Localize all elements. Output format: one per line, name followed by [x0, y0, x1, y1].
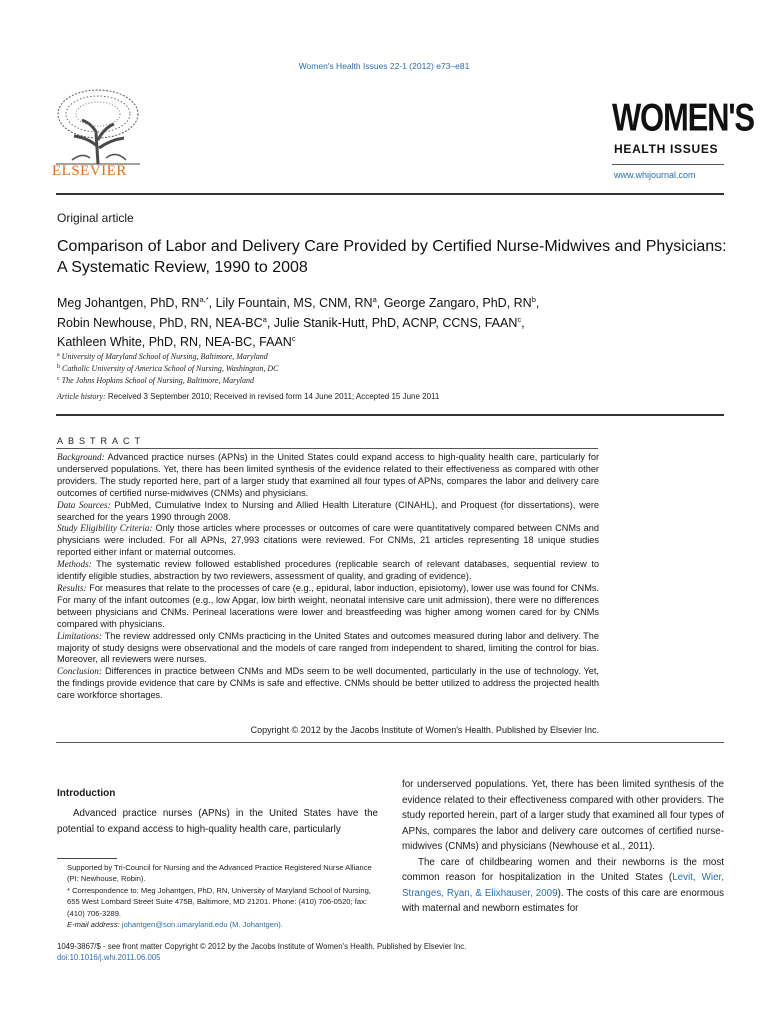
article-history: Article history: Received 3 September 2010; Received in revised form 14 June 2011; Accepted 15 June 2011: [57, 392, 440, 401]
journal-title-health-issues: HEALTH ISSUES: [614, 142, 719, 156]
abstract-bottom-rule: [56, 742, 724, 743]
footnote-email: E-mail address: johantgen@son.umaryland.edu (M. Johantgen).: [67, 920, 283, 930]
author-name: Julie Stanik-Hutt, PhD, ACNP, CCNS, FAAN: [273, 315, 518, 330]
author-affiliation-marker[interactable]: c: [517, 314, 522, 324]
body-right-column: [402, 777, 724, 917]
article-type: Original article: [57, 211, 134, 225]
author-affiliation-marker[interactable]: a,*: [199, 295, 209, 304]
title-divider: [56, 414, 724, 416]
affiliation-list: [57, 350, 278, 386]
footnote-rule: [57, 858, 117, 859]
author-affiliation-marker[interactable]: c: [291, 334, 296, 343]
author-name: Robin Newhouse, PhD, RN, NEA-BC: [57, 315, 263, 330]
affiliation-item: $^c$ The Johns Hopkins School of Nursing, Baltimore, Maryland: [57, 376, 255, 385]
author-name: Meg Johantgen, PhD, RN: [57, 296, 200, 310]
body-left-column: [57, 788, 378, 837]
section-heading-introduction: Introduction: [57, 788, 116, 799]
author-name: Kathleen White, PhD, RN, NEA-BC, FAAN: [57, 335, 292, 349]
abstract-copyright: Copyright © 2012 by the Jacobs Institute of Women's Health. Published by Elsevier Inc.: [250, 725, 599, 735]
article-title: Comparison of Labor and Delivery Care Provided by Certified Nurse-Midwives and Physicians: A Systematic Review, 1990 to 2008: [57, 238, 727, 276]
body-paragraph: Advanced practice nurses (APNs) in the United States have the potential to expand access to high-quality health care, particularly: [57, 808, 378, 835]
citation-link[interactable]: Levit, Wier, Stranges, Ryan, & Elixhauser, 2009: [402, 872, 724, 899]
abstract-section: Methods: The systematic review followed established procedures (replicable search of relevant databases, sequential review to identify eligible studies, abstraction by two reviewers, assessment of quality, and grading of evidence).: [57, 559, 599, 582]
journal-title-womens: WOMEN'S: [612, 95, 754, 140]
abstract-section: Limitations: The review addressed only CNMs practicing in the United States and outcomes measured during labor and delivery. The majority of study designs were observational and the models of care ranged from independent to shared, limiting the control for bias. Moreover, all reviewers were nurses.: [57, 630, 600, 665]
doi-link[interactable]: doi:10.1016/j.whi.2011.06.005: [57, 952, 161, 962]
abstract-section: Data Sources: PubMed, Cumulative Index to Nursing and Allied Health Literature (CINAHL), and Proquest (for dissertations), were searched for the years 1990 through 2008.: [57, 499, 600, 522]
author-affiliation-marker[interactable]: a: [262, 314, 267, 324]
author-affiliation-marker[interactable]: a: [372, 295, 377, 304]
author-list: Meg Johantgen, PhD, $RN^{a,*}$, Lily Fountain, MS, CNM, $RN^a$, George Zangaro, PhD, $RN^b$, Robin Newhouse, PhD, RN, NEA-$BC^a$, Julie Stanik-Hutt, PhD, ACNP, CCNS, FAAN$^c$, Kathleen White, PhD, RN, NEA-BC, FAAN$^c$: [57, 295, 540, 349]
footnote-correspondence: * Correspondence to: Meg Johantgen, PhD, RN, University of Maryland School of Nursing, 655 West Lombard Street Suite 475B, Baltimore, MD 21201. Phone: (410) 706-0520; fax: (410) 706-3289.: [67, 885, 371, 918]
affiliation-item: $^a$ University of Maryland School of Nursing, Baltimore, Maryland: [57, 352, 268, 361]
abstract-section: Study Eligibility Criteria: Only those articles where processes or outcomes of care were quantitatively compared between CNMs and physicians were included. For all APNs, 27,993 citations were reviewed. For CNMs, 21 articles representing 18 unique studies reported either infant or maternal outcomes.: [57, 523, 599, 558]
abstract-section: Results: For measures that relate to the processes of care (e.g., epidural, labor induction, episiotomy), lower use was found for CNMs. For many of the infant outcomes (e.g., low Apgar, low birth weight, neonatal intensive care unit admission), there were no differences between physicians and CNMs. Perineal lacerations were lower and breastfeeding was higher among women cared for by CNMs compared with physicians.: [57, 582, 599, 629]
elsevier-wordmark: ELSEVIER: [52, 163, 127, 179]
abstract-section: Background: Advanced practice nurses (APNs) in the United States could expand access to high-quality health care, particularly for underserved populations. Yet, there has been limited synthesis of the evidence related to their effectiveness as compared with other providers. The study reported here, part of a larger study that examined all four types of APNs, compares the labor and delivery care outcomes of certified nurse-midwives (CNMs) and physicians.: [57, 452, 600, 498]
page-footer: [57, 942, 466, 963]
body-paragraph: The care of childbearing women and their newborns is the most common reason for hospitalization in the United States (Levit, Wier, Stranges, Ryan, & Elixhauser, 2009). The costs of this care are enormous with maternal and newborn estimates for: [402, 856, 725, 914]
abstract-body: [57, 452, 599, 702]
journal-title-divider: [612, 164, 724, 165]
header-divider: [56, 193, 724, 195]
author-name: George Zangaro, PhD, RN: [383, 296, 532, 310]
footnotes: [57, 862, 378, 930]
journal-url-link[interactable]: www.whijournal.com: [614, 170, 696, 180]
abstract-section: Conclusion: Differences in practice between CNMs and MDs seem to be well documented, particularly in the use of technology. Yet, the findings provide evidence that care by CNMs is safe and effective. CNMs should be better utilized to address the projected health care workforce shortages.: [57, 666, 599, 701]
abstract-top-rule: [56, 448, 598, 449]
body-paragraph: for underserved populations. Yet, there has been limited synthesis of the evidence related to their effectiveness compared with other providers. The study reported herein, part of a larger study that examined all four types of APNs, compares the labor and delivery care outcomes of certified nurse-midwives (CNMs) and physicians (Newhouse et al., 2011).: [402, 779, 724, 852]
affiliation-item: $^b$ Catholic University of America School of Nursing, Washington, DC: [57, 364, 279, 373]
elsevier-tree-logo-icon: [52, 86, 144, 166]
issn-line: 1049-3867/$ - see front matter Copyright © 2012 by the Jacobs Institute of Women's Health. Published by Elsevier Inc.: [57, 942, 467, 951]
journal-reference[interactable]: Women's Health Issues 22-1 (2012) e73–e81: [298, 61, 470, 71]
email-link[interactable]: johantgen@son.umaryland.edu (M. Johantgen).: [121, 920, 283, 930]
abstract-heading: ABSTRACT: [57, 436, 146, 446]
author-name: Lily Fountain, MS, CNM, RN: [215, 296, 373, 310]
footnote-support: Supported by Tri-Council for Nursing and the Advanced Practice Registered Nurse Alliance (PI: Newhouse, Robin).: [67, 863, 372, 884]
author-affiliation-marker[interactable]: b: [531, 295, 536, 304]
